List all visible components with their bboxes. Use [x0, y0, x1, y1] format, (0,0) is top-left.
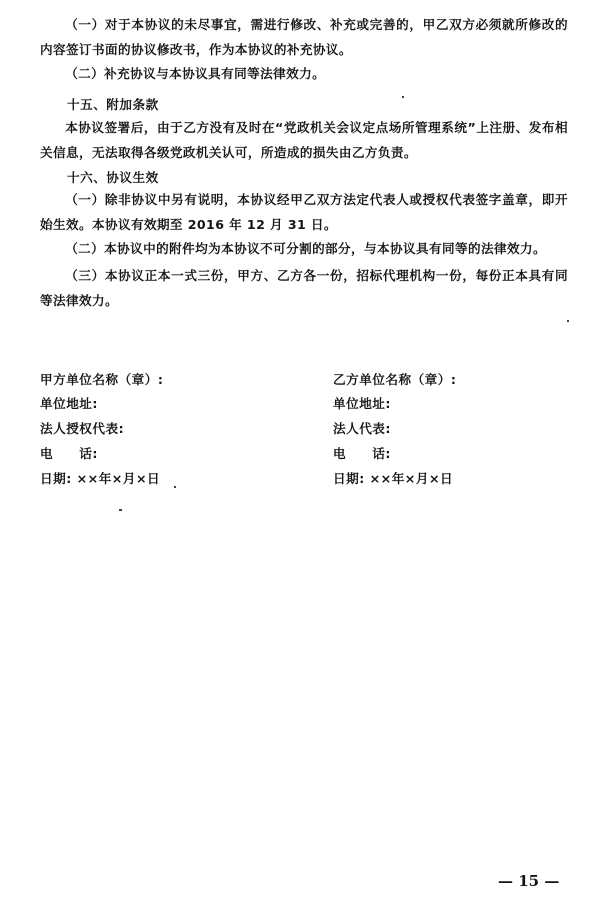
party-a-date-label: 日期: ××年×月×日 — [40, 471, 161, 486]
party-a-name-label: 甲方单位名称（章）: — [40, 372, 164, 387]
party-b-date-label: 日期: ××年×月×日 — [333, 471, 454, 486]
scan-speck — [174, 486, 176, 488]
scan-speck — [567, 320, 569, 322]
paragraph-amendment: （一）对于本协议的未尽事宜，需进行修改、补充或完善的，甲乙双方必须就所修改的内容签订书面的协议修改书，作为本协议的补充协议。 — [40, 17, 568, 57]
paragraph-additional-clause: 本协议签署后，由于乙方没有及时在“党政机关会议定点场所管理系统”上注册、发布相关信息，无法取得各级党政机关认可，所造成的损失由乙方负责。 — [40, 120, 568, 160]
scan-speck — [119, 509, 122, 511]
paragraph-supplement-validity: （二）补充协议与本协议具有同等法律效力。 — [65, 66, 326, 81]
page-number: — 15 — — [498, 872, 560, 890]
paragraph-copies: （三）本协议正本一式三份，甲方、乙方各一份，招标代理机构一份，每份正本具有同等法律效力。 — [40, 268, 568, 308]
paragraph-effectiveness: （一）除非协议中另有说明，本协议经甲乙双方法定代表人或授权代表签字盖章，即开始生效。本协议有效期至 2016 年 12 月 31 日。 — [40, 192, 568, 232]
scan-speck — [402, 96, 404, 98]
party-a-rep-label: 法人授权代表: — [40, 421, 125, 436]
section-heading-15: 十五、附加条款 — [67, 97, 159, 112]
paragraph-attachments: （二）本协议中的附件均为本协议不可分割的部分，与本协议具有同等的法律效力。 — [65, 241, 546, 256]
party-b-name-label: 乙方单位名称（章）: — [333, 372, 457, 387]
party-a-phone-label: 电 话: — [40, 446, 98, 461]
party-b-address-label: 单位地址: — [333, 396, 391, 411]
party-b-rep-label: 法人代表: — [333, 421, 391, 436]
party-a-address-label: 单位地址: — [40, 396, 98, 411]
section-heading-16: 十六、协议生效 — [67, 170, 159, 185]
party-b-phone-label: 电 话: — [333, 446, 391, 461]
